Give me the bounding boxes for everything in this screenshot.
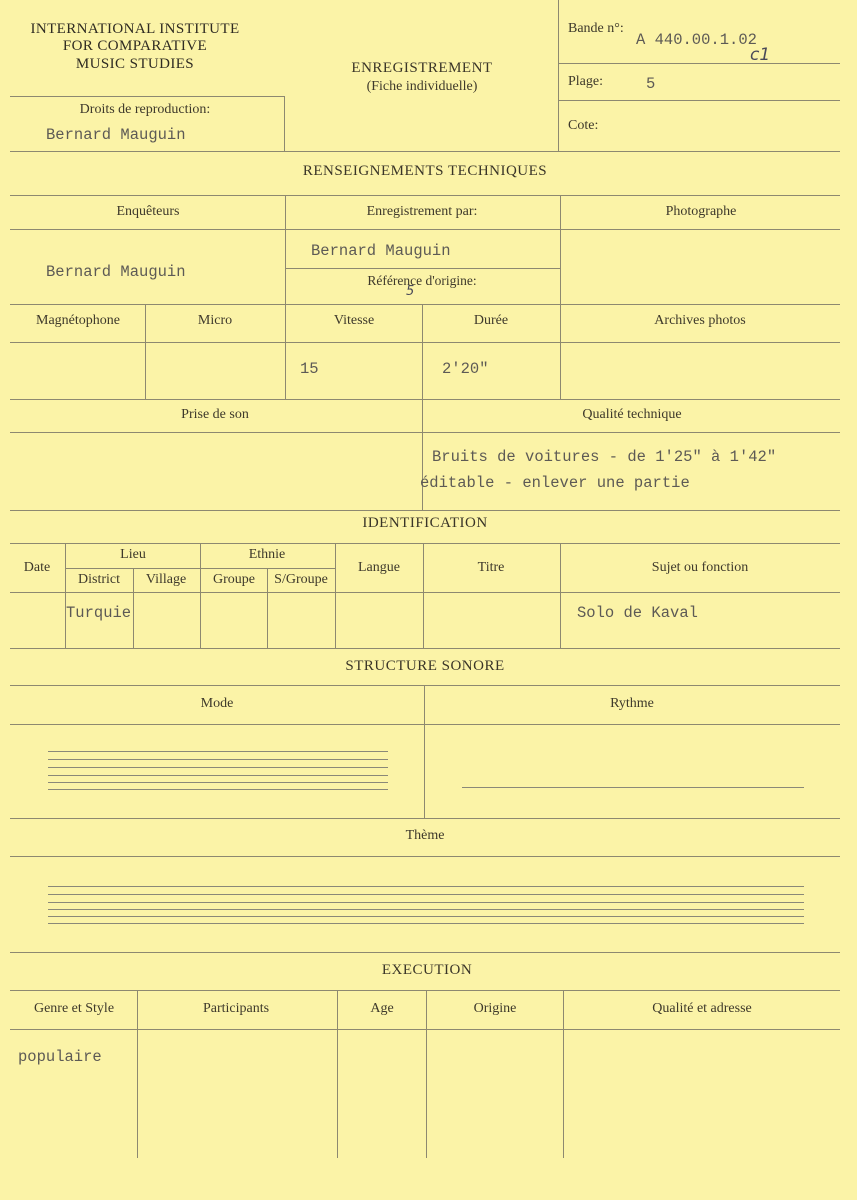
ethnie-label: Ethnie <box>248 547 286 562</box>
prise-label: Prise de son <box>181 407 249 422</box>
theme-label: Thème <box>405 828 445 843</box>
cote-label: Cote: <box>568 118 599 133</box>
rythme-label: Rythme <box>610 696 654 711</box>
duree-value: 2'20" <box>442 360 489 378</box>
reference-value: 5 <box>406 284 415 299</box>
qualite-label: Qualité technique <box>582 407 682 422</box>
bande-annotation: c1 <box>750 45 771 65</box>
participants-label: Participants <box>202 1001 270 1016</box>
vitesse-label: Vitesse <box>333 313 375 328</box>
plage-label: Plage: <box>568 74 603 89</box>
genre-value: populaire <box>18 1048 102 1066</box>
execution-section-title: EXECUTION <box>381 962 473 978</box>
institute-line-3: MUSIC STUDIES <box>75 55 195 72</box>
structure-section-title: STRUCTURE SONORE <box>345 658 505 674</box>
district-value: Turquie <box>66 604 132 622</box>
rights-value: Bernard Mauguin <box>46 126 186 144</box>
date-label: Date <box>23 560 51 575</box>
origine-label: Origine <box>473 1001 517 1016</box>
micro-label: Micro <box>197 313 233 328</box>
enqueteurs-value: Bernard Mauguin <box>46 263 186 281</box>
qualite-line-2: éditable - enlever une partie <box>420 474 690 492</box>
bande-label: Bande n°: <box>568 21 624 36</box>
qualite-adresse-label: Qualité et adresse <box>652 1001 752 1016</box>
institute-line-2: FOR COMPARATIVE <box>62 38 208 55</box>
genre-label: Genre et Style <box>33 1001 115 1016</box>
enqueteurs-label: Enquêteurs <box>116 204 180 219</box>
sgroupe-label: S/Groupe <box>274 572 328 587</box>
magnetophone-label: Magnétophone <box>36 313 120 328</box>
identification-section-title: IDENTIFICATION <box>362 515 488 531</box>
plage-value: 5 <box>646 75 656 93</box>
sujet-label: Sujet ou fonction <box>651 560 749 575</box>
institute-line-1: INTERNATIONAL INSTITUTE <box>30 21 240 37</box>
lieu-label: Lieu <box>120 547 146 562</box>
mode-label: Mode <box>200 696 234 711</box>
sujet-value: Solo de Kaval <box>577 604 698 622</box>
archives-label: Archives photos <box>654 313 746 328</box>
reference-label: Référence d'origine: <box>367 273 477 288</box>
qualite-line-1: Bruits de voitures - de 1'25" à 1'42" <box>432 448 777 466</box>
enregistrement-par-label: Enregistrement par: <box>366 204 478 219</box>
village-label: Village <box>145 572 187 587</box>
bande-value: A 440.00.1.02 <box>636 31 757 49</box>
age-label: Age <box>370 1001 394 1016</box>
langue-label: Langue <box>358 560 400 575</box>
duree-label: Durée <box>473 313 509 328</box>
groupe-label: Groupe <box>213 572 255 587</box>
titre-label: Titre <box>477 560 505 575</box>
district-label: District <box>78 572 120 587</box>
enregistrement-par-value: Bernard Mauguin <box>311 242 451 260</box>
form-subtitle: (Fiche individuelle) <box>366 79 478 94</box>
form-title: ENREGISTREMENT <box>351 60 493 76</box>
technical-section-title: RENSEIGNEMENTS TECHNIQUES <box>302 163 548 179</box>
photographe-label: Photographe <box>665 204 737 219</box>
institute-name <box>8 21 262 73</box>
vitesse-value: 15 <box>300 360 319 378</box>
rights-label: Droits de reproduction: <box>79 102 211 117</box>
